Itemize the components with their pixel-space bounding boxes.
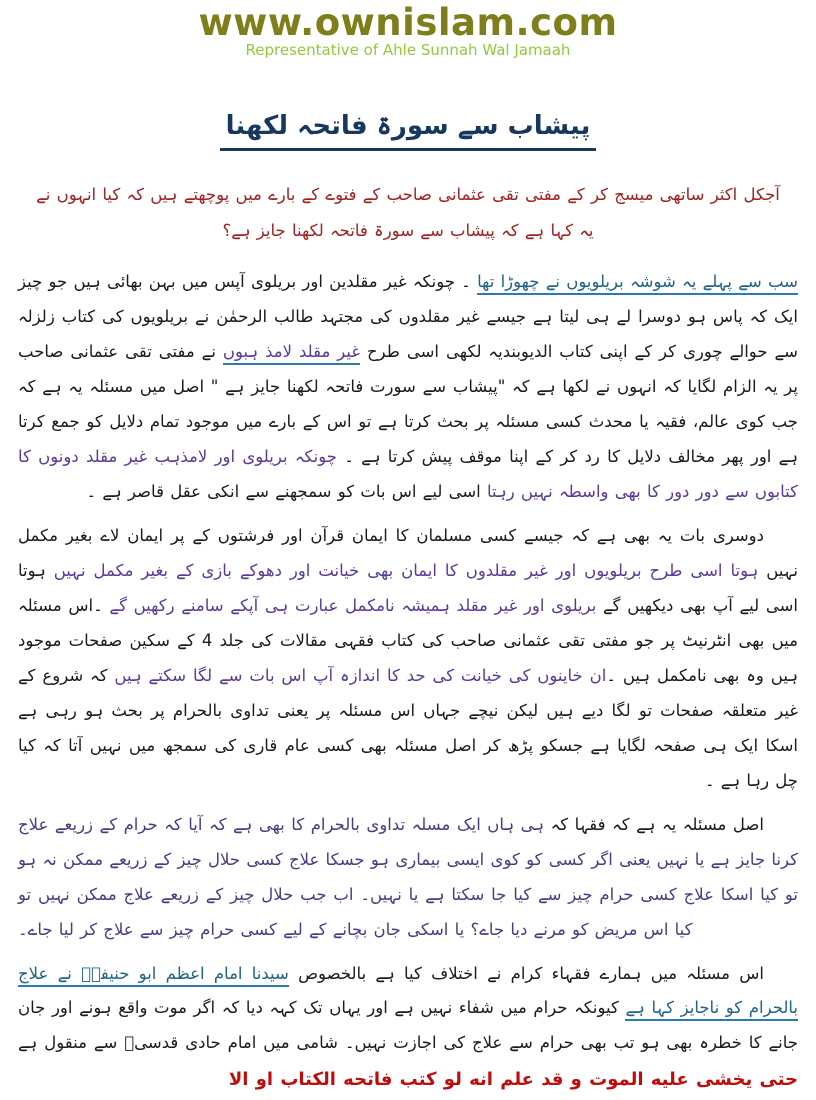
question-paragraph	[32, 177, 784, 250]
document-body	[18, 177, 798, 1100]
text-run: ۔اس مسئلہ میں بھی انٹرنیٹ پر جو مفتی تقی عثمانی صاحب کی کتاب فقہی مقالات کی جلد 4 کے سکین صفحات موجود ہیں وہ بھی نامکمل ہیں ۔	[18, 595, 799, 685]
site-tagline: Representative of Ahle Sunnah Wal Jamaah	[245, 41, 571, 59]
text-run: چونکہ بریلوی اور لامذہب غیر مقلد دونوں کا کتابوں سے دور دور کا بھی واسطہ نہیں رہتا	[18, 446, 798, 501]
title-container	[18, 111, 798, 151]
text-run: ہوتا اسی طرح بریلویوں اور غیر مقلدوں کا ایمان بھی خیانت اور دھوکے بازی کے بغیر مکمل نہیں	[45, 560, 759, 580]
text-run: حتی یخشی علیه الموت و قد علم انه لو کتب فاتحه الکتاب او الا	[228, 1069, 798, 1091]
page-title: پیشاب سے سورۃ فاتحہ لکھنا	[220, 111, 597, 151]
text-run: کہ شروع کے غیر متعلقہ صفحات تو لگا دیے ہیں لیکن نیچے جہاں اس مسئلہ پر یعنی تداوی بالحرام پر بحث ہو رہی ہے اسکا ایک ہی صفحہ لگایا ہے جسکو پڑھ کر اصل مسئلہ بھی کسی عام قاری کی سمجھ میں نہیں آتا کہ کیا چل رہا ہے ۔	[18, 665, 798, 790]
text-run: دوسری بات یہ بھی ہے کہ جیسے کسی مسلمان کا ایمان قرآن اور فرشتوں کے پر ایمان لاے بغیر مکمل نہیں	[18, 525, 798, 580]
paragraph-ikhtilaf-fuqaha	[18, 957, 798, 1100]
paragraph-barelvi-claim	[18, 265, 798, 510]
text-run: کیونکہ حرام میں شفاء نہیں ہے اور یہاں تک کہہ دیا کہ اگر موت واقع ہونے اور جان جانے کا خطرہ بھی ہو تب بھی حرام سے علاج کی اجازت نہیں۔ شامی میں امام حادی قدسیؒ سے منقول ہے	[18, 998, 798, 1053]
site-header	[18, 1, 798, 59]
text-run: اصل مسئلہ یہ ہے کہ فقہا کہ	[544, 814, 764, 834]
text-run: آجکل اکثر ساتھی میسج کر کے مفتی تقی عثمانی صاحب کے فتوے کے بارے میں پوچھتے ہیں کہ کیا انہوں نے یہ کہا ہے کہ پیشاب سے سورۃ فاتحہ لکھنا جایز ہے؟	[36, 184, 780, 240]
site-logo: www.ownislam.com	[198, 1, 618, 44]
paragraph-tadawi-bilharam	[18, 808, 798, 948]
paragraph-khayanat	[18, 519, 798, 799]
text-run: ۔ چونکہ غیر مقلدین اور بریلوی آپس میں بہن بھائی ہیں جو چیز ایک کہ پاس ہو دوسرا لے ہی لیتا ہے جیسے غیر مقلدوں کی مجتہد طالب الرحمٰن نے بریلویوں کی کتاب زلزلہ سے حوالے چوری کر کے اپنی کتاب الدیوبندیہ لکھی اسی طرح	[18, 272, 798, 362]
text-run: ہی ہاں ایک مسلہ تداوی بالحرام کا بھی ہے کہ آیا کہ حرام کے زریعے علاج کرنا جایز ہے یا نہیں یعنی اگر کسی کو کوی ایسی بیماری ہو جسکا علاج کسی حلال چیز کے زریعے ممکن نہ ہو تو کیا اسکا علاج کسی حرام چیز سے کیا جا سکتا ہے یا نہیں۔ اب جب حلال چیز کے زریعے علاج ممکن نہیں تو کیا اس مریض کو مرنے دیا جاے؟ یا اسکی جان بچانے کے لیے کسی حرام چیز سے علاج کر لیا جاے۔	[18, 814, 798, 939]
text-run: سب سے پہلے یہ شوشہ بریلویوں نے چھوڑا تھا	[477, 272, 798, 295]
text-run: ان خاینوں کی خیانت کی حد کا اندازہ آپ اس بات سے لگا سکتے ہیں	[114, 665, 607, 685]
text-run: سیدنا امام اعظم ابو حنیفہؒ نے علاج بالحرام کو ناجایز کہا ہے	[18, 964, 798, 1022]
text-run: اس مسئلہ میں ہمارے فقہاء کرام نے اختلاف کیا ہے بالخصوص	[288, 963, 764, 983]
text-run: ہوتا اسی لیے آپ بھی دیکھیں گے	[18, 560, 799, 615]
text-run: بریلوی اور غیر مقلد ہمیشہ نامکمل عبارت ہی آپکے سامنے رکھیں گے	[102, 595, 597, 615]
text-run: غیر مقلد لامذ ہبوں	[223, 342, 360, 365]
text-run: نے مفتی تقی عثمانی صاحب پر یہ الزام لگایا کہ انہوں نے لکھا ہے کہ "پیشاب سے سورت فاتحہ لکھنا جایز ہے " اصل میں مسئلہ یہ ہے کہ جب کوی عالم، فقیہ یا محدث کسی مسئلہ پر بحث کرتا ہے تو اس کے بارے میں موجود تمام دلایل کو جمع کرتا ہے اور پھر مخالف دلایل کا رد کر کے اپنا موقف پیش کرتا ہے ۔	[18, 342, 798, 466]
text-run: اسی لیے اس بات کو سمجھنے سے انکی عقل قاصر ہے ۔	[86, 481, 488, 501]
